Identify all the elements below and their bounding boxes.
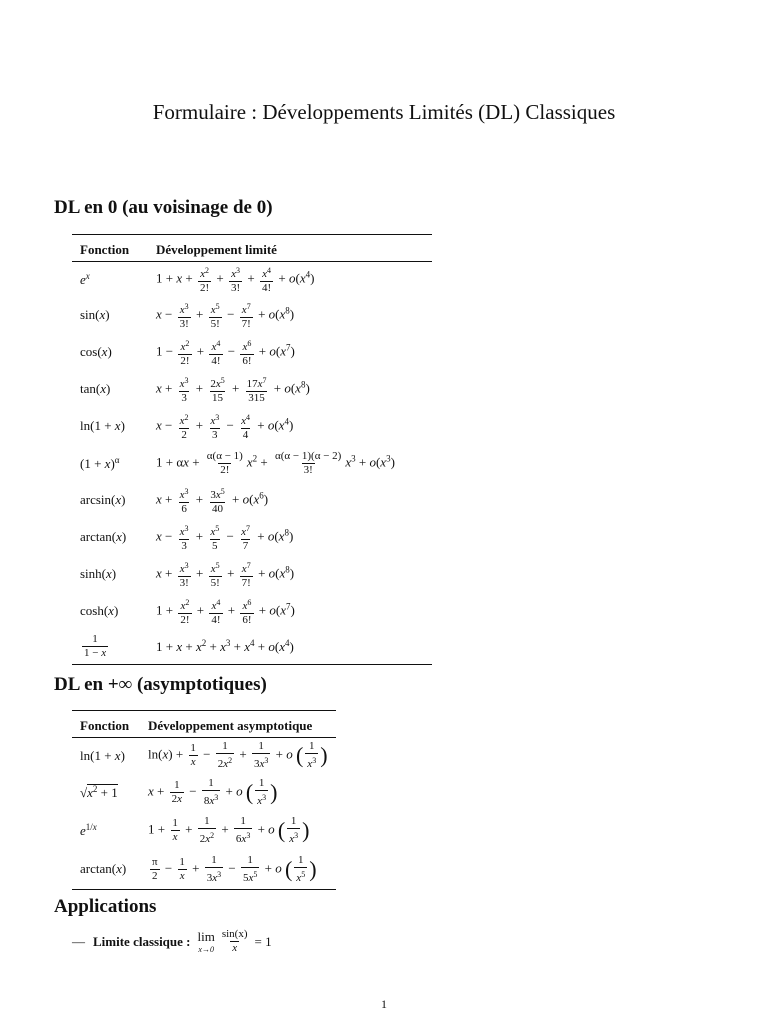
section-heading-dl-zero: DL en 0 (au voisinage de 0) [54, 197, 273, 218]
application-label: Limite classique : [93, 933, 191, 949]
lim-subscript: x→0 [198, 945, 214, 954]
limit-fraction [220, 928, 250, 955]
lim-word: lim [197, 929, 215, 944]
expansion-cell: x + $\frac{x^3}{3!}$ + $\frac{x^5}{5!}$ + $\frac{x^7}{7!}$ + $o(x^8)$ [156, 560, 295, 589]
page-number: 1 [381, 997, 387, 1011]
function-cell: sinh(x) [80, 566, 117, 581]
function-cell: arcsin(x) [80, 492, 126, 507]
expansion-cell: x + $\frac{1}{2x}$ − $\frac{1}{8x^3}$ + o ( $\frac{1}{x^3}$ ) [148, 777, 278, 807]
expansion-cell: 1 + x + $\frac{x^2}{2!}$ + $\frac{x^3}{3!}$ + $\frac{x^4}{4!}$ + $o(x^4)$ [156, 265, 315, 294]
table-row [72, 850, 336, 890]
limit-operator [198, 929, 215, 954]
bullet-dash: — [72, 933, 85, 949]
function-cell: cos(x) [80, 344, 112, 359]
expansion-cell: x − $\frac{x^2}{2}$ + $\frac{x^3}{3}$ − $\frac{x^4}{4}$ + $o(x^4)$ [156, 412, 294, 441]
table-row [72, 774, 336, 812]
table-row [72, 297, 432, 334]
table-row [72, 519, 432, 556]
application-item [72, 928, 272, 955]
expansion-cell: x + $\frac{x^3}{3}$ + $\frac{2x^5}{15}$ + $\frac{17x^7}{315}$ + $o(x^8)$ [156, 375, 310, 404]
limit-numerator: sin(x) [221, 928, 248, 940]
column-header-function: Fonction [72, 711, 140, 738]
column-header-expansion: Développement limité [148, 235, 432, 262]
table-row [72, 630, 432, 665]
expansion-cell: x − $\frac{x^3}{3!}$ + $\frac{x^5}{5!}$ − $\frac{x^7}{7!}$ + $o(x^8)$ [156, 301, 295, 330]
table-row [72, 334, 432, 371]
function-cell: ln(1 + x) [80, 418, 125, 433]
function-cell: cosh(x) [80, 603, 119, 618]
function-cell: arctan(x) [72, 850, 140, 890]
function-cell: $(1 + x)^\alpha$ [80, 454, 120, 471]
expansion-cell: x − $\frac{x^3}{3}$ + $\frac{x^5}{5}$ − $\frac{x^7}{7}$ + $o(x^8)$ [156, 523, 294, 552]
expansion-cell: 1 + $\frac{x^2}{2!}$ + $\frac{x^4}{4!}$ + $\frac{x^6}{6!}$ + $o(x^7)$ [156, 597, 295, 626]
expansion-cell: x + $\frac{x^3}{6}$ + $\frac{3x^5}{40}$ + $o(x^6)$ [156, 486, 269, 515]
function-cell: $√x^2 + 1$ [80, 784, 118, 800]
function-cell: sin(x) [80, 307, 110, 322]
expansion-cell: ln(x) + $\frac{1}{x}$ − $\frac{1}{2x^2}$ + $\frac{1}{3x^3}$ + o ( $\frac{1}{x^3}$ ) [148, 740, 328, 771]
table-row [72, 371, 432, 408]
function-cell: arctan(x) [80, 529, 127, 544]
dl-zero-table [72, 234, 432, 665]
function-cell: $e^{1/x}$ [80, 822, 97, 838]
function-cell: tan(x) [80, 381, 111, 396]
page-title: Formulaire : Développements Limités (DL) Classiques [152, 100, 616, 124]
section-heading-dl-infinity: DL en +∞ (asymptotiques) [54, 674, 267, 695]
table-row [72, 445, 432, 482]
expansion-cell: $1 + x + x^2 + x^3 + x^4 + o(x^4)$ [148, 630, 432, 665]
function-cell: $e^x$ [80, 270, 90, 287]
dl-infinity-table [72, 710, 336, 890]
limit-denominator: x [232, 942, 238, 954]
table-row [72, 738, 336, 774]
expansion-cell: 1 − $\frac{x^2}{2!}$ + $\frac{x^4}{4!}$ − $\frac{x^6}{6!}$ + $o(x^7)$ [156, 338, 295, 367]
function-cell: $\frac{1}{1 - x}$ [72, 630, 148, 665]
table-row [72, 482, 432, 519]
expansion-cell: $\frac{\pi}{2}$ − $\frac{1}{x}$ + $\frac{1}{3x^3}$ − $\frac{1}{5x^5}$ + o ( $\frac{1}{x^5}$ ) [140, 850, 336, 890]
table-row [72, 812, 336, 850]
expansion-cell: 1 + αx + $\frac{\alpha(\alpha - 1)}{2!}$ $x^2$ + $\frac{\alpha(\alpha - 1)(\alpha - 2)}{3!}$ $x^3 + o(x^3)$ [156, 449, 395, 476]
table-row [72, 556, 432, 593]
limit-result: = 1 [254, 933, 272, 949]
table-row [72, 593, 432, 630]
section-heading-applications: Applications [54, 896, 157, 917]
function-cell: ln(1 + x) [80, 747, 125, 763]
column-header-function: Fonction [72, 235, 148, 262]
expansion-cell: 1 + $\frac{1}{x}$ + $\frac{1}{2x^2}$ + $\frac{1}{6x^3}$ + o ( $\frac{1}{x^3}$ ) [148, 815, 310, 845]
table-row [72, 262, 432, 297]
table-row [72, 408, 432, 445]
column-header-expansion: Développement asymptotique [140, 711, 336, 738]
